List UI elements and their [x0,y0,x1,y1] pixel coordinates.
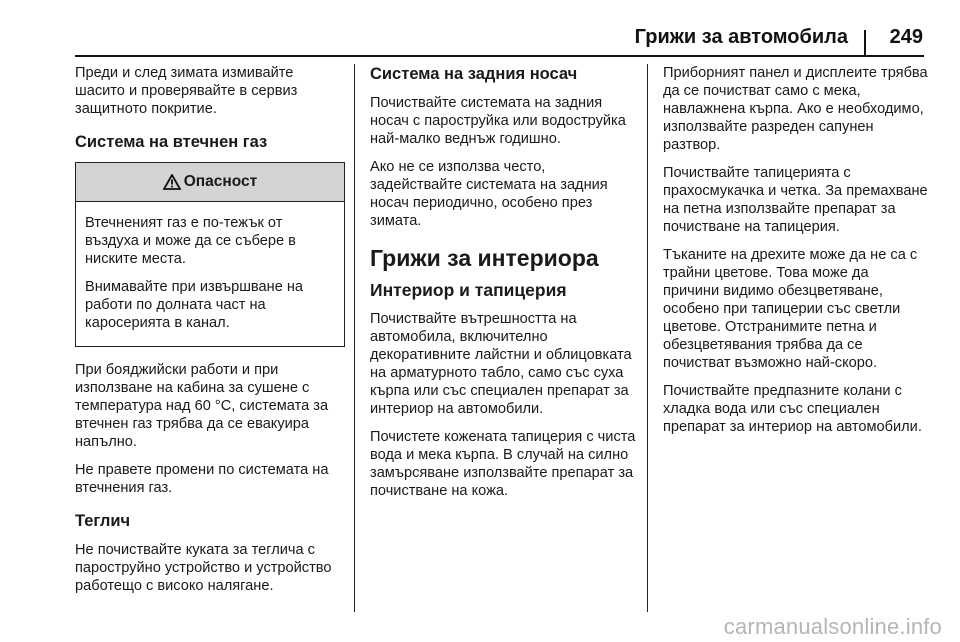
intro-paragraph: Преди и след зимата измивайте шасито и проверявайте в сервиз защитното покритие. [75,65,298,117]
column-1 [75,64,345,605]
no-modification-paragraph: Не правете промени по системата на втечнения газ. [75,462,329,496]
column-divider-1 [354,64,355,612]
vacuum-paragraph: Почиствайте тапицерията с прахосмукачка и четка. За премахване на петна използвайте препарат за почистване на тапицерия. [663,165,928,235]
warning-header [76,163,344,202]
warning-body [76,202,344,346]
warning-paragraph-2: Внимавайте при извършване на работи по долната част на каросерията в канал. [85,279,304,331]
warning-triangle-icon [163,174,181,190]
seat-belts-paragraph: Почиствайте предпазните колани с хладка вода или със специален препарат за интериор на автомобили. [663,383,922,435]
running-title: Грижи за автомобила [634,26,848,48]
lpg-system-heading: Система на втечнен газ [75,133,268,151]
towbar-heading: Теглич [75,512,131,530]
dashboard-paragraph: Приборният панел и дисплеите трябва да се почистват само с мека, навлажнена кърпа. Ако е необходимо, използвайте разреден сапунен разтвор. [663,65,928,153]
page-number: 249 [889,26,923,48]
warning-paragraph-1: Втечненият газ е по-тежък от въздуха и може да се събере в ниските места. [85,215,296,267]
painting-paragraph: При бояджийски работи и при използване на кабина за сушене с температура над 60 °C, системата за втечнен газ трябва да се евакуира напълно. [75,362,329,450]
page-header [0,0,960,58]
column-3 [663,64,928,446]
upholstery-heading: Интериор и тапицерия [370,280,567,300]
watermark: carmanualsonline.info [723,614,942,639]
towbar-paragraph: Не почиствайте куката за теглича с пароструйно устройство и устройство работещо с високо налягане. [75,542,332,594]
interior-care-heading: Грижи за интериора [370,245,599,271]
fabric-paragraph: Тъканите на дрехите може да не са с трайни цветове. Това може да причини видимо обезцветяване, особено при тапицерии със светли цветове. Отстранимите петна и обезцветявания трябва да се почистват възможно най-скоро. [663,247,918,371]
danger-warning-box [75,162,345,347]
header-rule [75,55,924,57]
rear-carrier-paragraph-2: Ако не се използва често, задействайте системата на задния носач периодично, особено през зимата. [370,159,608,229]
rear-carrier-heading: Система на задния носач [370,65,578,83]
warning-title: Опасност [183,173,258,190]
rear-carrier-paragraph-1: Почиствайте системата на задния носач с пароструйка или водоструйка най-малко веднъж годишно. [370,95,626,147]
column-divider-2 [647,64,648,612]
column-2 [370,64,640,510]
interior-paragraph-2: Почистете кожената тапицерия с чиста вода и мека кърпа. В случай на силно замърсяване използвайте препарат за почистване на кожа. [370,429,636,499]
header-separator [864,30,866,56]
interior-paragraph-1: Почиствайте вътрешността на автомобила, включително декоративните лайстни и облицовката на арматурното табло, само със суха кърпа или със специален препарат за интериор на автомобили. [370,311,632,417]
